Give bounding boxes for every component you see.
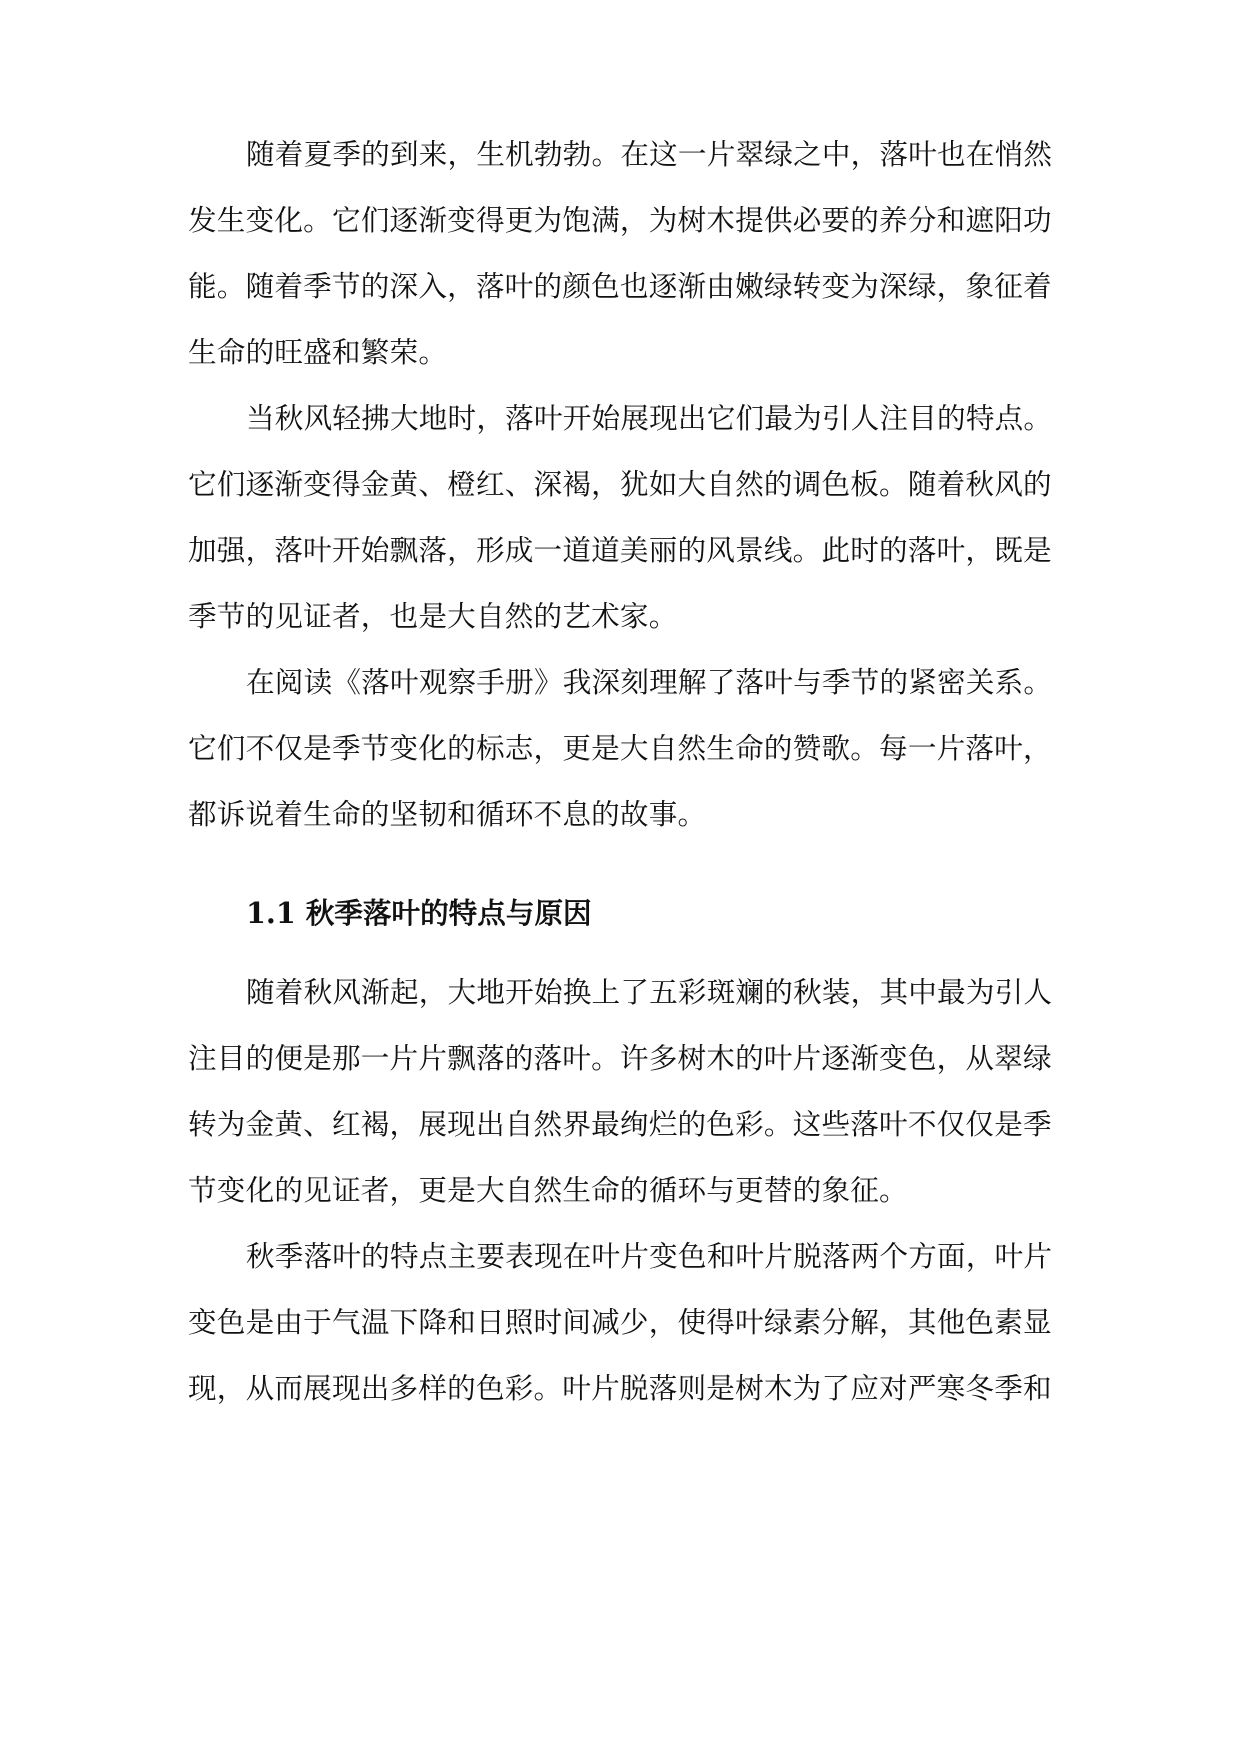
- text-line: 它们逐渐变得金黄、橙红、深褐，犹如大自然的调色板。随着秋风的: [188, 467, 1052, 501]
- text-line: 秋季落叶的特点主要表现在叶片变色和叶片脱落两个方面，叶片: [246, 1239, 1053, 1273]
- text-line: 注目的便是那一片片飘落的落叶。许多树木的叶片逐渐变色，从翠绿: [188, 1041, 1052, 1075]
- text-line: 它们不仅是季节变化的标志，更是大自然生命的赞歌。每一片落叶，: [188, 731, 1052, 765]
- text-line: 变色是由于气温下降和日照时间减少，使得叶绿素分解，其他色素显: [188, 1305, 1052, 1339]
- text-line: 转为金黄、红褐，展现出自然界最绚烂的色彩。这些落叶不仅仅是季: [188, 1107, 1052, 1141]
- text-line: 当秋风轻拂大地时，落叶开始展现出它们最为引人注目的特点。: [246, 401, 1053, 435]
- text-line: 在阅读《落叶观察手册》我深刻理解了落叶与季节的紧密关系。: [246, 665, 1053, 699]
- text-line: 现，从而展现出多样的色彩。叶片脱落则是树木为了应对严寒冬季和: [188, 1371, 1052, 1405]
- text-line: 季节的见证者，也是大自然的艺术家。: [188, 599, 678, 633]
- section-heading: 1.1 秋季落叶的特点与原因: [246, 896, 592, 930]
- text-line: 加强，落叶开始飘落，形成一道道美丽的风景线。此时的落叶，既是: [188, 533, 1052, 567]
- text-line: 生命的旺盛和繁荣。: [188, 335, 448, 369]
- text-line: 节变化的见证者，更是大自然生命的循环与更替的象征。: [188, 1173, 908, 1207]
- text-line: 能。随着季节的深入，落叶的颜色也逐渐由嫩绿转变为深绿，象征着: [188, 269, 1052, 303]
- text-line: 随着秋风渐起，大地开始换上了五彩斑斓的秋装，其中最为引人: [246, 975, 1053, 1009]
- text-line: 随着夏季的到来，生机勃勃。在这一片翠绿之中，落叶也在悄然: [246, 137, 1053, 171]
- text-line: 都诉说着生命的坚韧和循环不息的故事。: [188, 797, 707, 831]
- text-line: 发生变化。它们逐渐变得更为饱满，为树木提供必要的养分和遮阳功: [188, 203, 1052, 237]
